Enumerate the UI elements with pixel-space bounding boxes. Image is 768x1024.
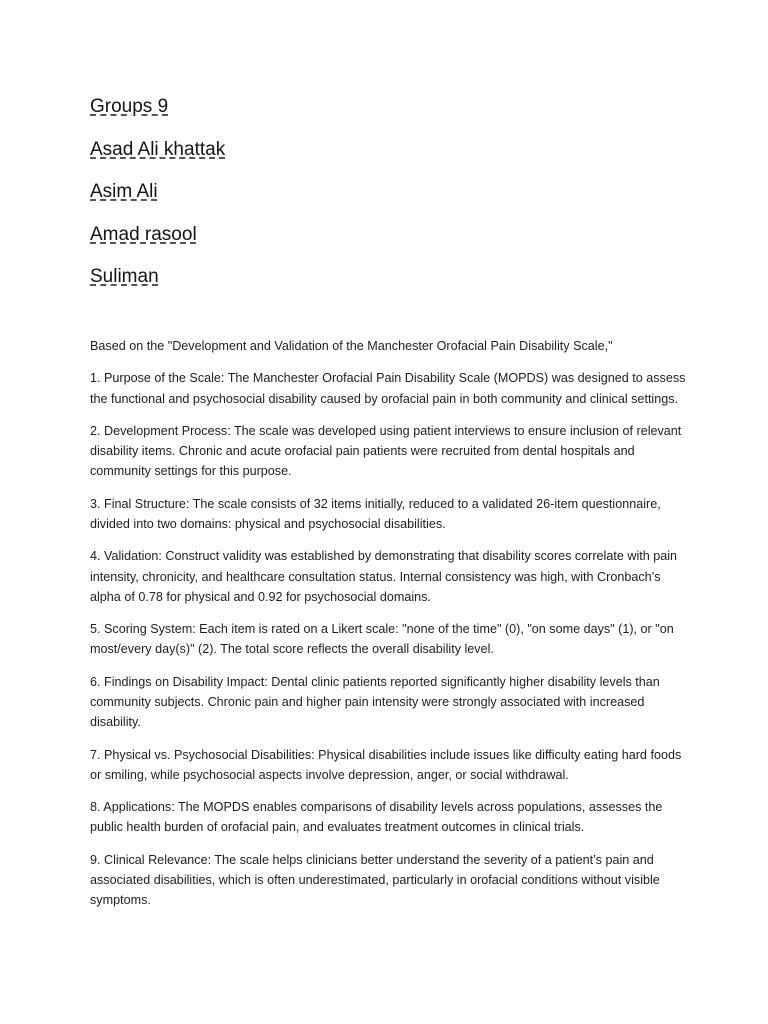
point-paragraph: 6. Findings on Disability Impact: Dental clinic patients reported significantly higher disability levels than community subjects. Chronic pain and higher pain intensity were strongly associated with increased disability.	[90, 674, 660, 730]
group-title	[90, 95, 650, 118]
point-paragraph: 7. Physical vs. Psychosocial Disabilities: Physical disabilities include issues like difficulty eating hard foods or smiling, while psychosocial aspects involve depression, anger, or social withdrawal.	[90, 747, 682, 782]
summary-body	[90, 336, 690, 923]
point-paragraph: 8. Applications: The MOPDS enables comparisons of disability levels across populations, assesses the public health burden of orofacial pain, and evaluates treatment outcomes in clinical trials.	[90, 800, 663, 835]
intro-paragraph: Based on the "Development and Validation of the Manchester Orofacial Pain Disability Scale,"	[90, 339, 613, 353]
point-paragraph: 4. Validation: Construct validity was established by demonstrating that disability scores correlate with pain intensity, chronicity, and healthcare consultation status. Internal consistency was high, with Cronbach’s alpha of 0.78 for physical and 0.92 for psychosocial domains.	[90, 549, 678, 604]
point-paragraph: 1. Purpose of the Scale: The Manchester Orofacial Pain Disability Scale (MOPDS) was designed to assess the functional and psychosocial disability caused by orofacial pain in both community and clinical settings.	[90, 371, 686, 406]
group-members-block	[90, 95, 650, 308]
member-name-text: Amad rasool	[90, 223, 197, 245]
point-paragraph: 3. Final Structure: The scale consists of 32 items initially, reduced to a validated 26-item questionnaire, divided into two domains: physical and psychosocial disabilities.	[90, 496, 661, 531]
member-name	[90, 223, 650, 246]
member-name	[90, 138, 650, 161]
point-paragraph: 5. Scoring System: Each item is rated on a Likert scale: "none of the time" (0), "on some days" (1), or "on most/every day(s)" (2). The total score reflects the overall disability level.	[90, 622, 674, 657]
point-paragraph: 9. Clinical Relevance: The scale helps clinicians better understand the severity of a patient’s pain and associated disabilities, which is often underestimated, particularly in orofacial conditions without visible symptoms.	[90, 852, 660, 908]
member-name	[90, 265, 650, 288]
member-name-text: Asim Ali	[90, 181, 158, 202]
member-name-text: Asad Ali khattak	[90, 138, 226, 160]
member-name-text: Suliman	[90, 266, 159, 287]
group-title-text: Groups 9	[90, 96, 169, 117]
member-name	[90, 180, 650, 203]
point-paragraph: 2. Development Process: The scale was developed using patient interviews to ensure inclusion of relevant disability items. Chronic and acute orofacial pain patients were recruited from dental hospitals and community settings for this purpose.	[90, 423, 682, 479]
